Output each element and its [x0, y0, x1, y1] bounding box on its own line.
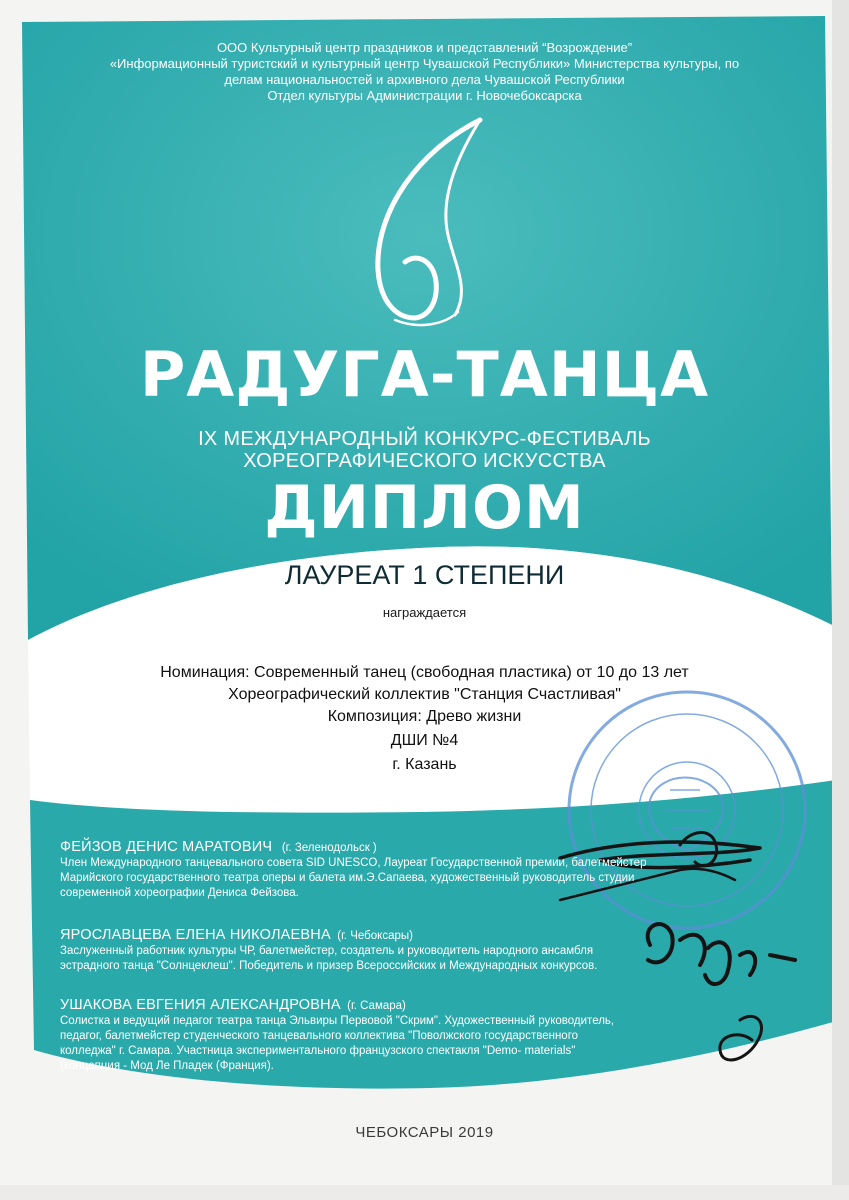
jury-name: ЯРОСЛАВЦЕВА ЕЛЕНА НИКОЛАЕВНА	[60, 927, 331, 943]
jury-city: (г. Самара)	[347, 1000, 406, 1012]
footer-city-year: ЧЕБОКСАРЫ 2019	[355, 1124, 494, 1141]
collective-text: Хореографический коллектив "Станция Счастливая"	[228, 686, 621, 703]
organizer-line-4: Отдел культуры Администрации г. Новочебоксарска	[267, 88, 582, 103]
jury-bio-line: современной хореографии Дениса Фейзова.	[60, 887, 299, 899]
nomination-text: Номинация: Современный танец (свободная пластика) от 10 до 13 лет	[160, 664, 689, 681]
subtitle-line-1: IX МЕЖДУНАРОДНЫЙ КОНКУРС-ФЕСТИВАЛЬ	[198, 428, 651, 450]
city-text: г. Казань	[392, 756, 457, 773]
jury-member-2	[60, 928, 780, 974]
jury-name: ФЕЙЗОВ ДЕНИС МАРАТОВИЧ	[60, 839, 273, 855]
jury-city: (г. Чебоксары)	[337, 930, 413, 942]
organizer-line-3: делам национальностей и архивного дела Чувашской Республики	[224, 72, 625, 87]
jury-member-3	[60, 998, 780, 1074]
jury-bio-line: (концепция - Мод Ле Пладек (Франция).	[60, 1060, 274, 1072]
document-title: ДИПЛОМ	[264, 473, 585, 543]
jury-name: УШАКОВА ЕВГЕНИЯ АЛЕКСАНДРОВНА	[60, 997, 341, 1013]
festival-name: РАДУГА-ТАНЦА	[139, 338, 710, 411]
laureate-degree: ЛАУРЕАТ 1 СТЕПЕНИ	[284, 560, 565, 590]
jury-city: (г. Зеленодольск )	[281, 842, 377, 854]
subtitle-line-2: ХОРЕОГРАФИЧЕСКОГО ИСКУССТВА	[243, 450, 606, 472]
jury-bio-line: Заслуженный работник культуры ЧР, балетмейстер, создатель и руководитель народного ансамбля	[60, 945, 594, 957]
jury-bio-line: педагог, балетмейстер студенческого танцевального коллектива "Поволжского государственного	[60, 1030, 579, 1042]
jury-bio-line: эстрадного танца "Солнцеклеш". Победитель и призер Всероссийских и Международных конкурсов.	[60, 960, 598, 972]
jury-bio-line: Член Международного танцевального совета SID UNESCO, Лауреат Государственной премии, балетмейстер	[60, 857, 647, 869]
jury-bio-line: Марийского государственного театра оперы и балета им.Э.Сапаева, художественный руководитель студии	[60, 872, 635, 884]
top-teal-panel	[22, 16, 832, 640]
jury-bio-line: колледжа" г. Самара. Участница экспериментального французского спектакля "Demo- materials"	[60, 1045, 576, 1057]
organizer-line-2: «Информационный туристский и культурный центр Чувашской Республики» Министерства культуры, по	[109, 56, 740, 71]
school-text: ДШИ №4	[390, 732, 459, 749]
organizer-line-1: ООО Культурный центр праздников и представлений “Возрождение”	[216, 40, 633, 55]
composition-text: Композиция: Древо жизни	[327, 708, 522, 725]
jury-bio-line: Солистка и ведущий педагог театра танца Эльвиры Первовой "Скрим". Художественный руководитель,	[60, 1015, 615, 1027]
jury-member-1	[60, 840, 780, 901]
awarded-label: награждается	[382, 605, 467, 620]
